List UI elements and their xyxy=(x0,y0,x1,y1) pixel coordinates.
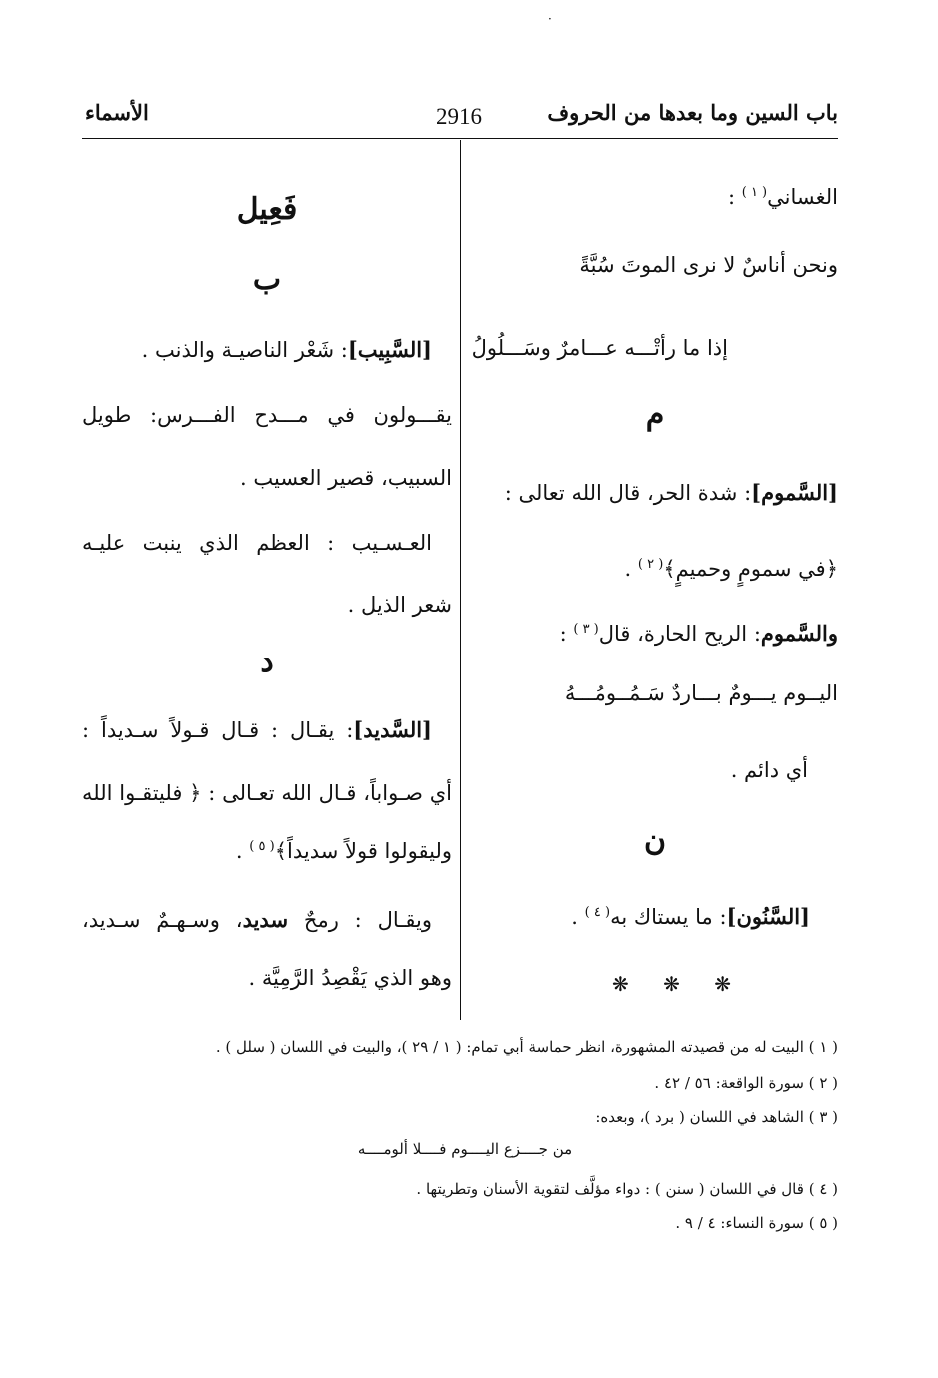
running-head-chapter: باب السين وما بعدها من الحروف xyxy=(547,100,838,125)
text-line: وهو الذي يَقْصِدُ الرَّمِيَّة . xyxy=(248,966,452,990)
letter-heading-b: ب xyxy=(252,262,282,297)
footnote-3-verse: من جــــزع اليــــوم فــــلا ألومــــه xyxy=(357,1140,573,1158)
page-number: 2916 xyxy=(436,104,482,129)
poet-line xyxy=(728,173,838,213)
verse-hemistich-1: ونحن أناسٌ لا نرى الموتَ سُبَّةً xyxy=(579,253,838,277)
quran-text: ﴿في سمومٍ وحميمٍ﴾ xyxy=(663,557,838,581)
entry-sanun xyxy=(571,893,810,933)
speck: · xyxy=(548,12,552,26)
poet-name: الغساني xyxy=(767,185,838,209)
pattern-heading: فَعِيل xyxy=(236,192,298,227)
text-line: يقـــولون في مـــدح الفـــرس: طويل xyxy=(82,403,452,427)
footnote-ref: ( ٢ ) xyxy=(637,557,664,572)
entry-sadid xyxy=(82,710,432,750)
text-line: أي صـواباً، قـال الله تعـالى : ﴿ فليتقـوا الله xyxy=(82,781,452,805)
letter-heading-d: د xyxy=(260,644,274,679)
verse-hemistich-2: إذا ما رأتْـــه عـــامرٌ وسَـــلُولُ xyxy=(471,336,728,360)
entry-headword: [السَّنُون] xyxy=(726,904,810,929)
footnote-ref: ( ٣ ) xyxy=(573,622,599,637)
text-line: السبيب، قصير العسيب . xyxy=(240,466,452,490)
verse-2: اليــوم يـــومٌ بـــاردٌ سَـمُــومُـــهُ xyxy=(564,681,838,705)
entry-definition: : ما يستاك به xyxy=(610,905,727,929)
footnote-5: ( ٥ ) سورة النساء: ٤ / ٩ . xyxy=(675,1214,838,1232)
header-rule xyxy=(82,138,838,139)
punct: . xyxy=(624,557,632,581)
punct: . xyxy=(571,905,578,929)
entry-headword: [السَّبِيب] xyxy=(347,337,432,362)
running-head-section: الأسماء xyxy=(85,100,149,125)
quran-quote xyxy=(236,827,452,867)
footnote-2: ( ٢ ) سورة الواقعة: ٥٦ / ٤٢ . xyxy=(654,1074,838,1092)
section-end-ornament: ❋ ❋ ❋ xyxy=(612,972,745,996)
text-line: شعر الذيل . xyxy=(347,593,452,617)
verse-explanation: أي دائم . xyxy=(730,758,808,782)
entry-samum-2 xyxy=(560,610,838,650)
footnote-4: ( ٤ ) قال في اللسان ( سنن ) : دواء مؤلَّف لتقوية الأسنان وتطريتها . xyxy=(416,1180,838,1198)
text-run: ويقـال : رمحٌ xyxy=(303,908,433,932)
punct: . xyxy=(235,839,243,863)
entry-headword: [السَّموم] xyxy=(751,480,838,505)
punct: : xyxy=(559,622,567,646)
entry-sadid-2 xyxy=(82,900,432,940)
entry-headword: والسَّموم xyxy=(760,621,838,646)
entry-samum xyxy=(505,473,838,513)
text-run: ، وسـهـمٌ سـديد، xyxy=(82,908,243,932)
entry-headword: سديد xyxy=(242,907,289,932)
entry-sabib xyxy=(142,330,432,370)
footnote-ref: ( ١ ) xyxy=(741,185,768,200)
entry-definition: : شدة الحر، قال الله تعالى : xyxy=(504,481,752,505)
letter-heading-m: م xyxy=(645,397,665,432)
column-divider xyxy=(460,140,461,1020)
entry-definition: : شَعْر الناصيـة والذنب . xyxy=(141,338,348,362)
letter-heading-n: ن xyxy=(643,823,667,858)
quran-quote xyxy=(625,545,838,585)
entry-definition: : يقـال : قـال قـولاً سـديداً : xyxy=(82,718,354,742)
footnote-ref: ( ٥ ) xyxy=(249,839,275,854)
footnote-3: ( ٣ ) الشاهد في اللسان ( برد )، وبعده: xyxy=(595,1108,838,1126)
punct: : xyxy=(727,185,736,209)
text-line: العـسـيب : العظم الذي ينبت عليـه xyxy=(82,531,432,555)
quran-text: وليقولوا قولاً سديداً﴾ xyxy=(274,839,452,863)
footnote-1: ( ١ ) البيت له من قصيدته المشهورة، انظر حماسة أبي تمام: ( ١ / ٢٩ )، والبيت في اللسان ( سلل ) . xyxy=(215,1038,838,1056)
footnote-ref: ( ٤ ) xyxy=(584,905,611,920)
entry-definition: : الريح الحارة، قال xyxy=(598,622,761,646)
entry-headword: [السَّديد] xyxy=(353,717,432,742)
